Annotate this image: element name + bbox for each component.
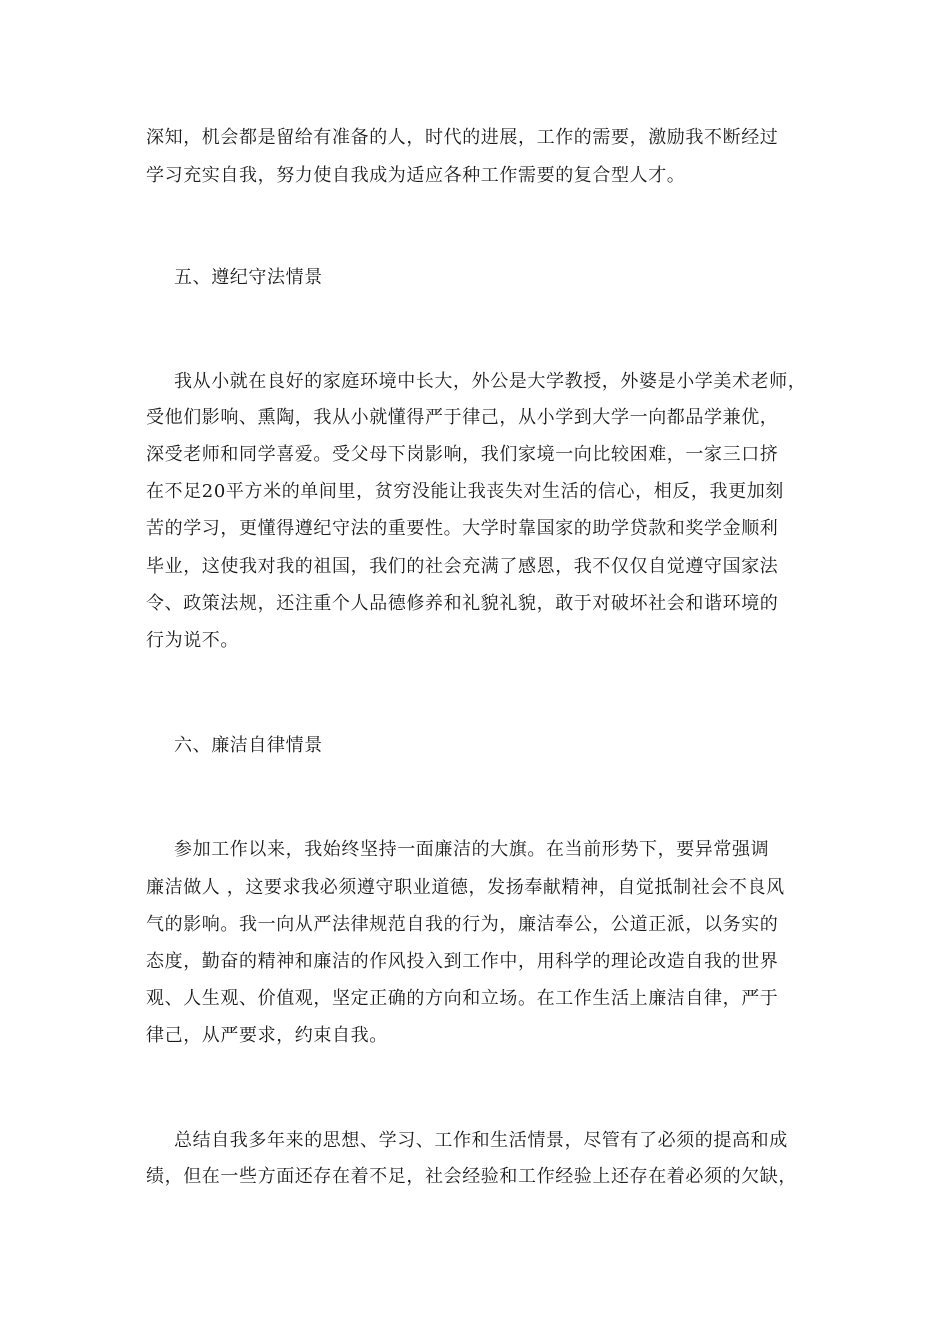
section6-line-2: 廉洁做人 ，这要求我必须遵守职业道德，发扬奉献精神，自觉抵制社会不良风	[146, 877, 785, 898]
section6-line-5: 观、人生观、价值观，坚定正确的方向和立场。在工作生活上廉洁自律，严于	[146, 988, 779, 1009]
section6-line-4: 态度，勤奋的精神和廉洁的作风投入到工作中，用科学的理论改造自我的世界	[146, 951, 779, 972]
section5-line-8: 行为说不。	[146, 630, 239, 651]
section5-line-1: 我从小就在良好的家庭环境中长大，外公是大学教授，外婆是小学美术老师，	[174, 371, 807, 392]
intro-line-2: 学习充实自我，努力使自我成为适应各种工作需要的复合型人才。	[146, 165, 686, 186]
section6-line-3: 气的影响。我一向从严法律规范自我的行为，廉洁奉公，公道正派，以务实的	[146, 914, 779, 935]
section6-heading: 六、廉洁自律情景	[174, 735, 323, 756]
section5-heading: 五、遵纪守法情景	[174, 267, 323, 288]
section5-line-4: 在不足20平方米的单间里，贫穷没能让我丧失对生活的信心，相反，我更加刻	[146, 481, 784, 502]
summary-line-2: 绩，但在一些方面还存在着不足，社会经验和工作经验上还存在着必须的欠缺，	[146, 1166, 797, 1187]
intro-line-1: 深知，机会都是留给有准备的人，时代的进展，工作的需要，激励我不断经过	[146, 127, 779, 148]
section5-line-2: 受他们影响、熏陶，我从小就懂得严于律己，从小学到大学一向都品学兼优，	[146, 407, 779, 428]
section5-line-5: 苦的学习，更懂得遵纪守法的重要性。大学时靠国家的助学贷款和奖学金顺利	[146, 518, 779, 539]
section5-line-3: 深受老师和同学喜爱。受父母下岗影响，我们家境一向比较困难，一家三口挤	[146, 444, 779, 465]
section5-line-6: 毕业，这使我对我的祖国，我们的社会充满了感恩，我不仅仅自觉遵守国家法	[146, 556, 779, 577]
section5-line-7: 令、政策法规，还注重个人品德修养和礼貌礼貌，敢于对破坏社会和谐环境的	[146, 593, 779, 614]
section6-line-1: 参加工作以来，我始终坚持一面廉洁的大旗。在当前形势下，要异常强调	[174, 839, 770, 860]
section6-line-6: 律己，从严要求，约束自我。	[146, 1025, 388, 1046]
summary-line-1: 总结自我多年来的思想、学习、工作和生活情景，尽管有了必须的提高和成	[174, 1130, 788, 1151]
